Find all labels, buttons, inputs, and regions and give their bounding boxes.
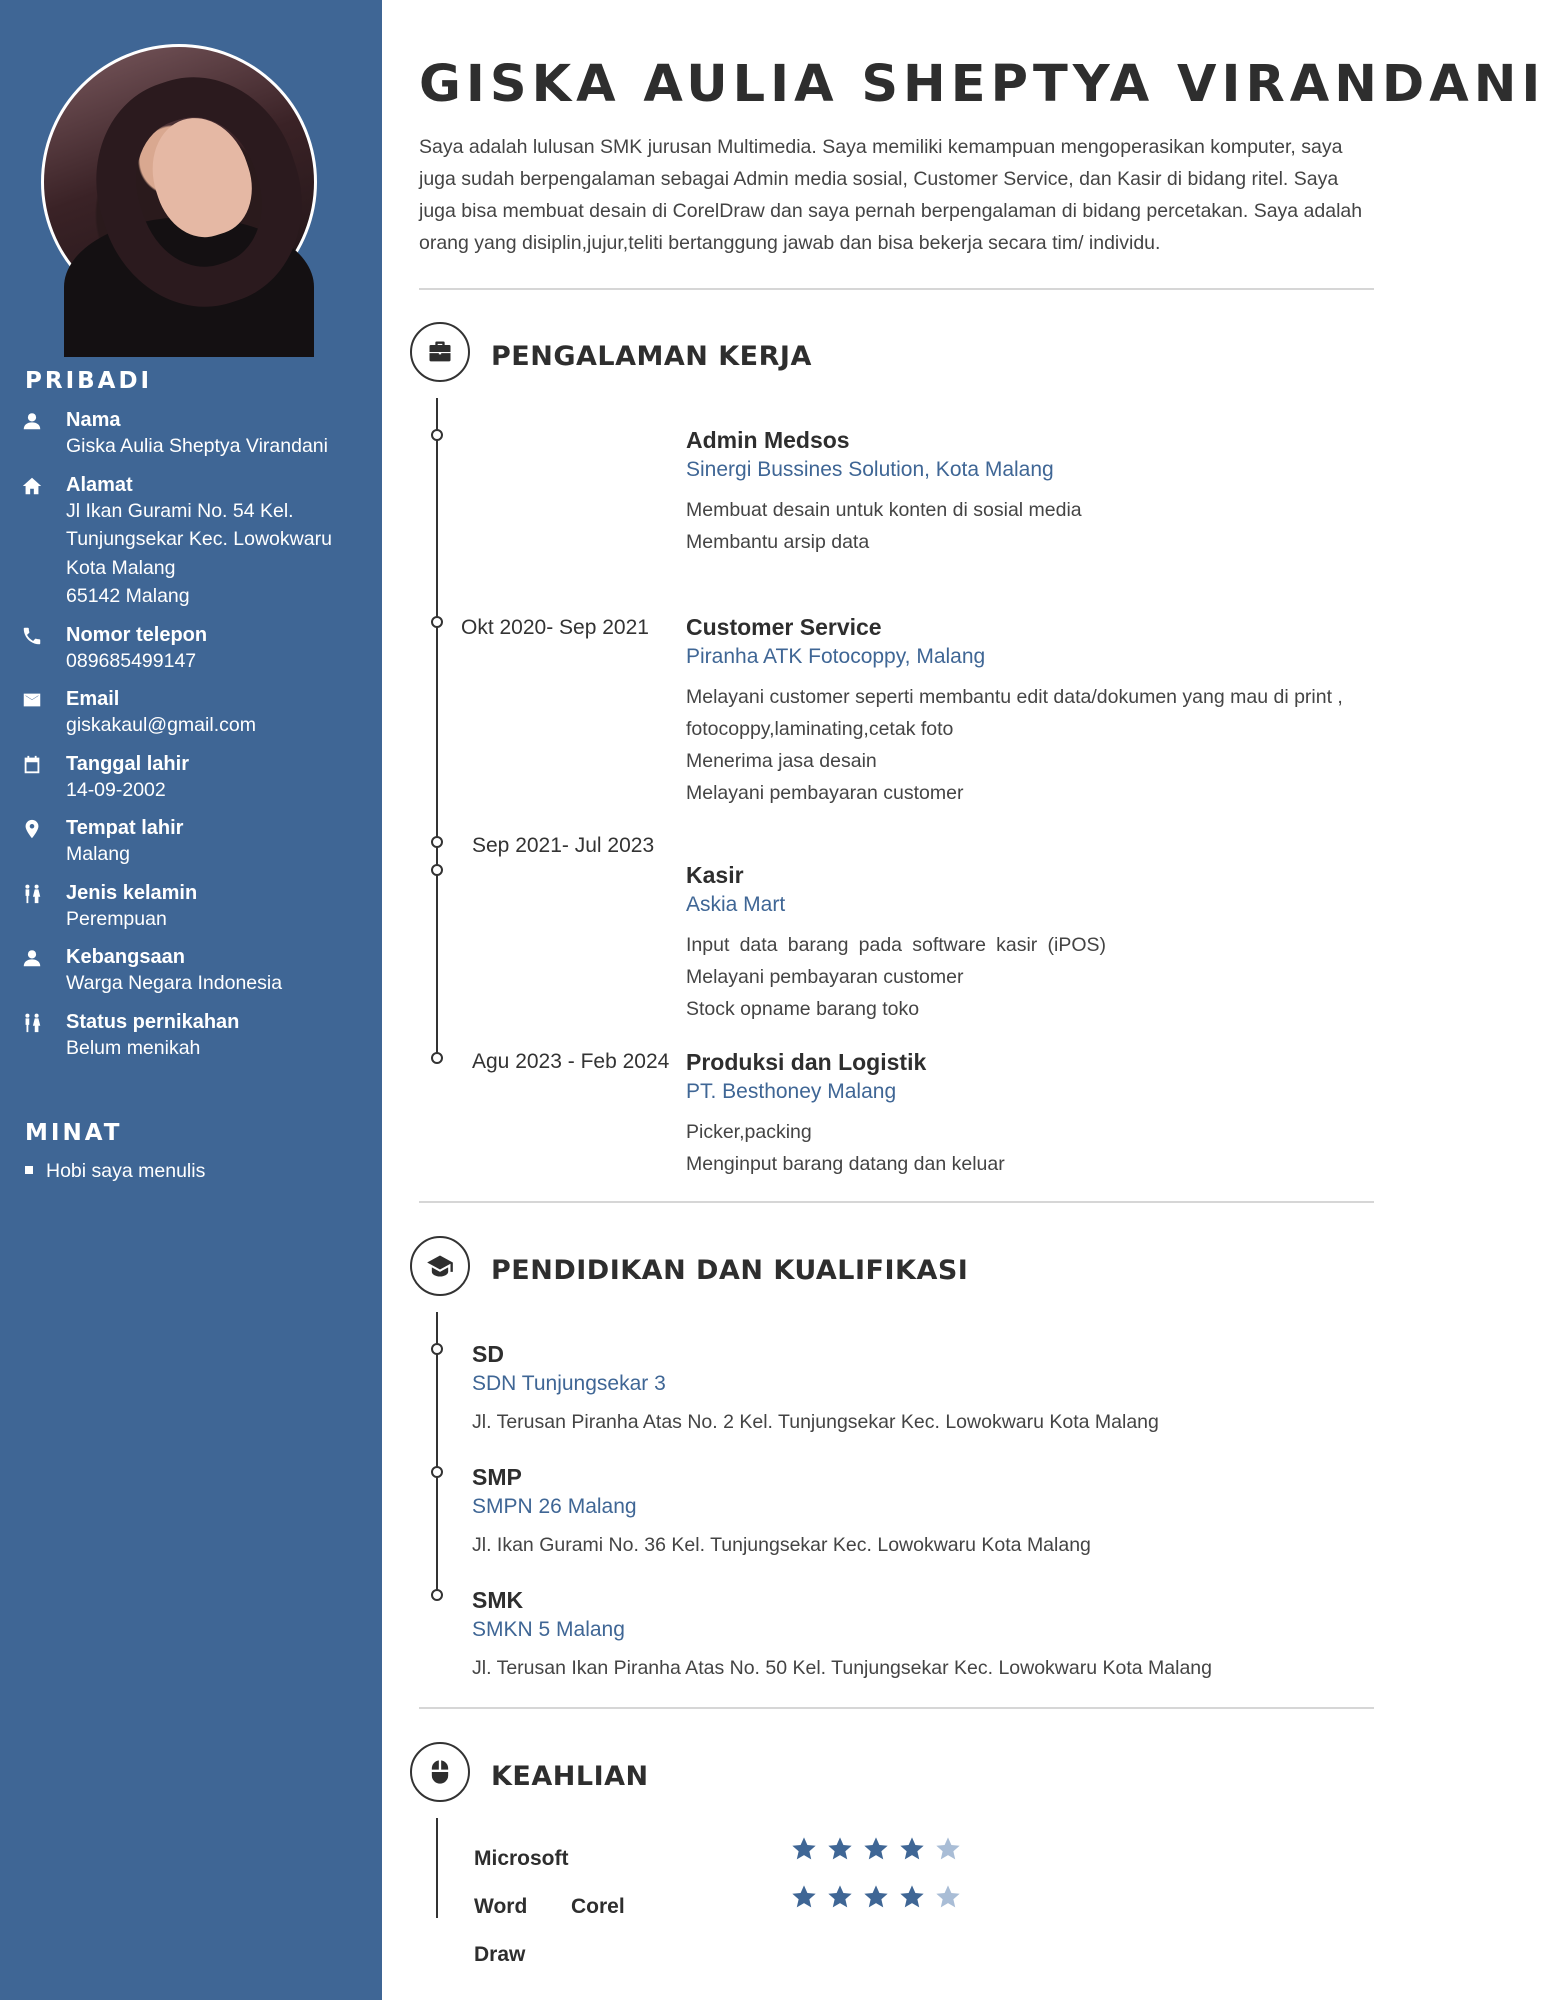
edu-school: SMKN 5 Malang [472,1618,625,1641]
star-empty-icon [934,1883,962,1911]
education-entry [472,1339,1372,1436]
info-label: Email [66,688,120,710]
skill-label: Corel [571,1895,625,1918]
star-filled-icon [826,1835,854,1863]
info-email [20,687,365,740]
info-label: Status pernikahan [66,1010,240,1033]
divider [419,1201,1374,1203]
experience-timeline [436,398,438,1058]
info-label: Nomor telepon [66,623,208,646]
job-desc-line: Menginput barang datang dan keluar [686,1153,1005,1175]
gender-icon [20,1012,44,1034]
job-title: Admin Medsos [686,427,850,453]
star-filled-icon [898,1835,926,1863]
info-value: 089685499147 [66,649,197,672]
timeline-dot [431,864,443,876]
job-desc-line: Picker,packing [686,1121,812,1143]
skill-label: Word [474,1895,528,1918]
pribadi-heading: PRIBADI [25,368,153,394]
info-value: Malang [66,843,130,865]
graduation-cap-icon [410,1236,470,1296]
timeline-dot [431,616,443,628]
job-desc-line: Membuat desain untuk konten di sosial media [686,499,1082,521]
info-value: giskakaul@gmail.com [66,714,256,736]
skill-rating [790,1835,970,1863]
star-filled-icon [862,1835,890,1863]
phone-icon [20,625,44,647]
timeline-dot [431,1343,443,1355]
timeline-dot [431,836,443,848]
info-value: Warga Negara Indonesia [66,972,283,994]
calendar-icon [20,754,44,776]
divider [419,1707,1374,1709]
sidebar [0,0,382,2000]
edu-level: SMP [472,1464,522,1490]
timeline-dot [431,1052,443,1064]
job-date: Agu 2023 - Feb 2024 [472,1050,670,1073]
info-label: Nama [66,409,121,431]
skills-heading: KEAHLIAN [491,1761,649,1792]
edu-school: SDN Tunjungsekar 3 [472,1372,666,1395]
star-filled-icon [826,1883,854,1911]
main-content [382,0,1545,2000]
star-filled-icon [790,1883,818,1911]
job-date: Sep 2021- Jul 2023 [472,834,655,857]
location-pin-icon [20,818,44,840]
list-item [25,1160,205,1183]
info-nama [20,408,365,461]
info-tanggal-lahir [20,752,365,805]
edu-address: Jl. Ikan Gurami No. 36 Kel. Tunjungsekar Kec. Lowokwaru Kota Malang [472,1534,1091,1556]
divider [419,288,1374,290]
skills-timeline [436,1818,438,1918]
star-filled-icon [898,1883,926,1911]
minat-heading: MINAT [25,1120,123,1146]
info-value: Giska Aulia Sheptya Virandani [66,435,328,457]
bullet-icon [25,1166,33,1174]
info-label: Tempat lahir [66,817,184,839]
job-company: Piranha ATK Fotocoppy, Malang [686,645,986,668]
info-label: Alamat [66,473,133,496]
timeline-dot [431,1466,443,1478]
job-desc-line: Melayani pembayaran customer [686,782,964,804]
skill-label: Microsoft [474,1847,569,1870]
star-filled-icon [790,1835,818,1863]
education-entry [472,1462,1372,1559]
personal-info-list [20,408,365,1074]
job-entry [686,860,1106,1025]
timeline-dot [431,1589,443,1601]
person-icon [20,410,44,432]
minat-text: Hobi saya menulis [46,1160,206,1182]
job-desc-line: Membantu arsip data [686,531,870,553]
email-icon [20,689,44,711]
edu-address: Jl. Terusan Piranha Atas No. 2 Kel. Tunjungsekar Kec. Lowokwaru Kota Malang [472,1411,1159,1433]
edu-school: SMPN 26 Malang [472,1495,637,1518]
minat-list [25,1160,205,1183]
star-empty-icon [934,1835,962,1863]
job-desc-line: Menerima jasa desain [686,750,877,772]
job-entry [686,612,1386,809]
job-company: Askia Mart [686,893,786,916]
education-entry [472,1585,1372,1682]
person-icon [20,947,44,969]
skill-label: Draw [474,1943,526,1966]
job-desc-line: Input data barang pada software kasir (iPOS) Melayani pembayaran customer [686,934,1106,988]
info-value: Jl Ikan Gurami No. 54 Kel. Tunjungsekar Kec. Lowokwaru Kota Malang 65142 Malang [66,499,332,607]
home-icon [20,475,44,497]
info-value: Perempuan [66,907,167,930]
edu-level: SD [472,1341,504,1367]
job-company: Sinergi Bussines Solution, Kota Malang [686,458,1054,481]
education-heading: PENDIDIKAN DAN KUALIFIKASI [491,1255,969,1286]
job-date: Okt 2020- Sep 2021 [461,616,649,639]
job-title: Kasir [686,862,744,888]
info-label: Kebangsaan [66,946,185,968]
edu-level: SMK [472,1587,524,1613]
info-value: 14-09-2002 [66,778,166,801]
edu-address: Jl. Terusan Ikan Piranha Atas No. 50 Kel. Tunjungsekar Kec. Lowokwaru Kota Malang [472,1657,1212,1679]
info-telepon [20,623,365,676]
info-alamat [20,473,365,611]
info-value: Belum menikah [66,1036,201,1059]
gender-icon [20,883,44,905]
info-label: Jenis kelamin [66,881,198,904]
star-filled-icon [862,1883,890,1911]
info-kebangsaan [20,945,365,998]
profile-photo [41,44,317,320]
job-title: Produksi dan Logistik [686,1049,927,1075]
job-entry [686,425,1386,558]
info-tempat-lahir [20,816,365,869]
job-title: Customer Service [686,614,882,640]
briefcase-icon [410,322,470,382]
skill-rating [790,1883,970,1911]
mouse-icon [410,1742,470,1802]
info-label: Tanggal lahir [66,752,189,775]
job-desc-line: Stock opname barang toko [686,998,920,1020]
job-company: PT. Besthoney Malang [686,1080,897,1103]
page-title: GISKA AULIA SHEPTYA VIRANDANI [419,55,1545,114]
job-entry [686,1047,1386,1180]
profile-summary: Saya adalah lulusan SMK jurusan Multimedia. Saya memiliki kemampuan mengoperasikan komputer, saya juga sudah berpengalaman sebagai Admin media sosial, Customer Service, dan Kasir di bidang ritel. Saya juga bisa membuat desain di CorelDraw dan saya pernah berpengalaman di bidang percetakan. Saya adalah orang yang disiplin,jujur,teliti bertanggung jawab dan bisa bekerja secara tim/ individu. [419,136,1363,254]
job-desc-line: Melayani customer seperti membantu edit data/dokumen yang mau di print , fotocoppy,laminating,cetak foto [686,686,1343,740]
timeline-dot [431,429,443,441]
experience-heading: PENGALAMAN KERJA [491,341,812,372]
info-jenis-kelamin [20,881,365,934]
info-status-pernikahan [20,1010,365,1063]
